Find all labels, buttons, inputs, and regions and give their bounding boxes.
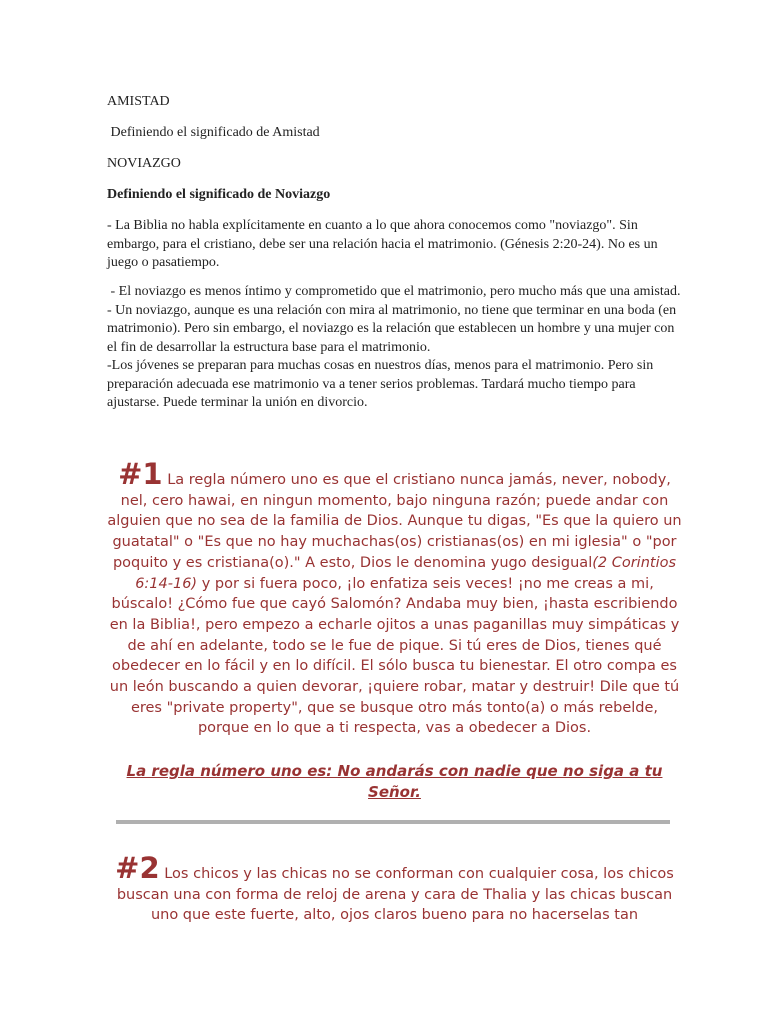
amistad-heading: AMISTAD xyxy=(107,94,170,109)
rule-1-number: #1 xyxy=(118,457,163,491)
rule-2-block xyxy=(107,851,682,926)
paragraph-4: -Los jóvenes se preparan para muchas cosas en nuestros días, menos para el matrimonio. Pero sin preparación adecuada ese matrimonio va a tener serios problemas. Tardará mucho tiempo para ajustarse. Puede terminar la unión en divorcio. xyxy=(107,358,654,410)
rule-2-number: #2 xyxy=(115,851,160,885)
paragraph-1 xyxy=(107,217,682,273)
paragraph-text: - La Biblia no habla explícitamente en cuanto a lo que ahora conocemos como "noviazgo". Sin embargo, para el cristiano, debe ser una relación hacia el matrimonio. (Génesis 2:20-24). No es un juego o pasatiempo. xyxy=(107,218,658,270)
paragraph-2: - El noviazgo es menos íntimo y comprometido que el matrimonio, pero mucho más que una amistad. xyxy=(107,284,681,299)
horizontal-divider xyxy=(116,820,670,824)
rule-1-block xyxy=(107,457,682,739)
amistad-subheading: Definiendo el significado de Amistad xyxy=(107,125,320,140)
rule-1-text-a: La regla número uno es que el cristiano nunca jamás, never, nobody, nel, cero hawai, en ningun momento, bajo ninguna razón; puede andar con alguien que no sea de la familia de Dios. Aunque tu digas, "Es que la quiero un guatatal" o "Es que no hay muchachas(os) cristianas(os) en mi iglesia" o "por poquito y es cristiana(o)." A esto, Dios le denomina yugo desigual xyxy=(107,472,682,571)
noviazgo-subheading: Definiendo el significado de Noviazgo xyxy=(107,187,331,202)
rule-2-text: Los chicos y las chicas no se conforman con cualquier cosa, los chicos buscan una con forma de reloj de arena y cara de Thalia y las chicas buscan uno que este fuerte, alto, ojos claros bueno para no hacerselas tan xyxy=(116,866,674,924)
rule-1-summary: La regla número uno es: No andarás con nadie que no siga a tu Señor. xyxy=(126,762,663,801)
paragraph-group xyxy=(107,283,682,413)
paragraph-3: - Un noviazgo, aunque es una relación con mira al matrimonio, no tiene que terminar en una boda (en matrimonio). Pero sin embargo, el noviazgo es la relación que establecen un hombre y una mujer con el fin de desarrollar la estructura base para el matrimonio. xyxy=(107,302,677,355)
rule-1-citation: (2 Corintios 6:14-16) xyxy=(135,554,677,592)
noviazgo-heading: NOVIAZGO xyxy=(107,156,181,171)
rule-1-text-b: y por si fuera poco, ¡lo enfatiza seis veces! ¡no me creas a mi, búscalo! ¿Cómo fue que cayó Salomón? Andaba muy bien, ¡hasta escribiendo en la Biblia!, pero empezo a echarle ojitos a unas paganillas muy simpáticas y de ahí en adelante, todo se le fue de pique. Si tú eres de Dios, tienes qué obedecer en lo fácil y en lo difícil. El sólo busca tu bienestar. El otro compa es un león buscando a quien devorar, ¡quiere robar, matar y destruir! Dile que tú eres "private property", que se busque otro más tonto(a) o más rebelde, porque en lo que a ti respecta, vas a obedecer a Dios. xyxy=(109,575,680,737)
